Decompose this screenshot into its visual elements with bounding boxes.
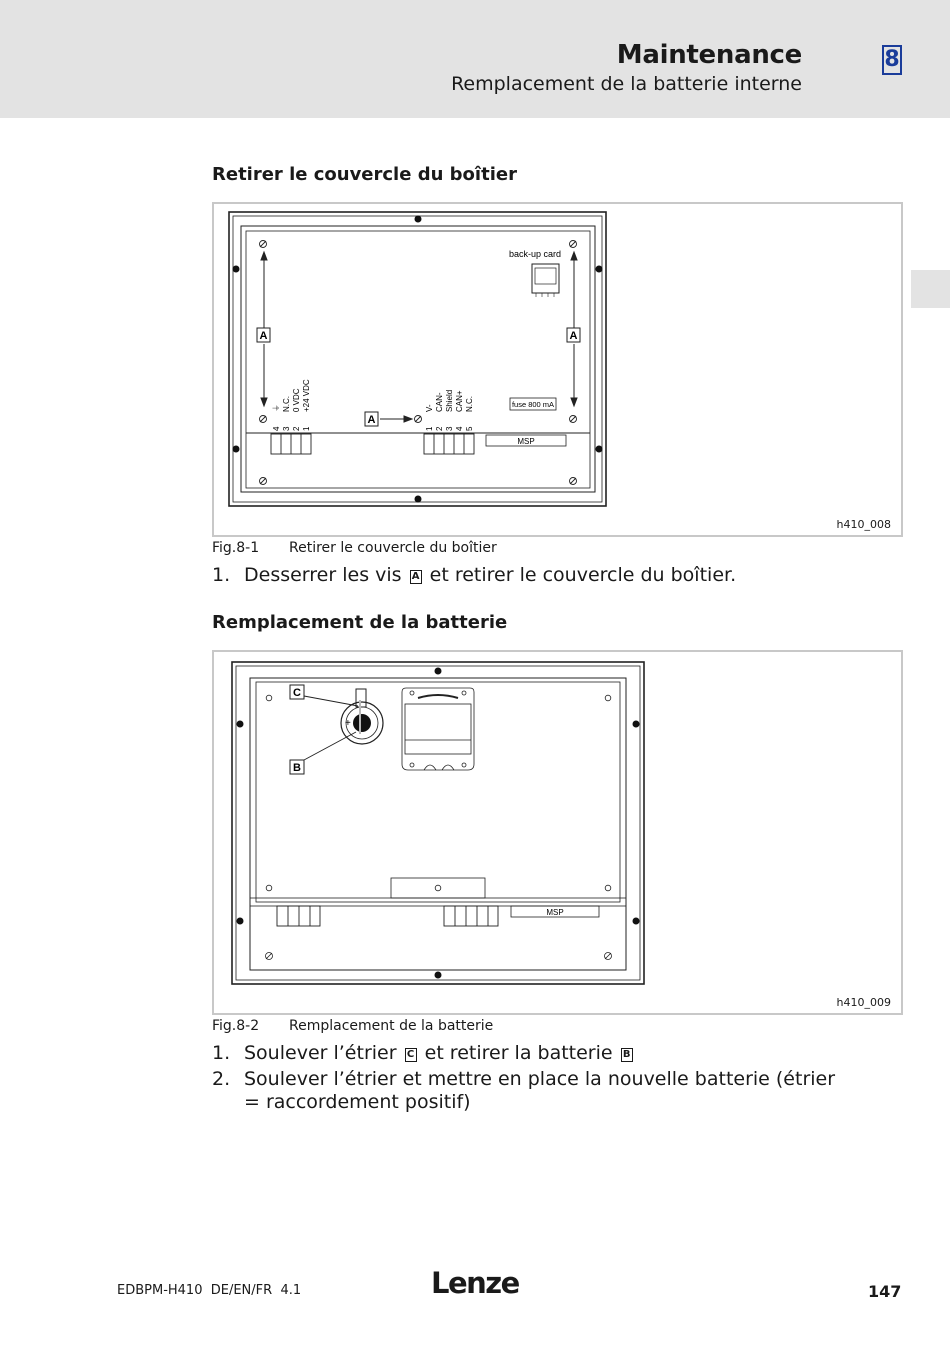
label-a-right	[567, 328, 580, 342]
card-holder	[402, 688, 474, 770]
figure-caption-1	[212, 540, 497, 556]
svg-text:3: 3	[282, 426, 291, 431]
right-signal-names	[425, 390, 474, 412]
figure-battery-replacement	[212, 650, 903, 1015]
backup-card-label: back-up card	[509, 249, 562, 259]
svg-text:CAN-: CAN-	[435, 392, 444, 412]
step-text: Soulever l’étrier C et retirer la batterie B	[244, 1042, 844, 1065]
fuse-label: fuse 800 mA	[511, 400, 555, 409]
battery-holder	[341, 689, 383, 744]
inline-label-c: C	[405, 1048, 417, 1062]
diagram-battery-replacement	[214, 652, 901, 1013]
svg-text:A: A	[259, 330, 268, 342]
inline-label-b: B	[621, 1048, 633, 1062]
msp-label-2: MSP	[546, 908, 564, 917]
step-number: 2.	[212, 1068, 231, 1090]
svg-text:C: C	[293, 687, 301, 699]
caption-text: Retirer le couvercle du boîtier	[289, 540, 497, 556]
svg-text:1: 1	[425, 426, 434, 431]
left-connector-block-2	[277, 906, 320, 926]
svg-text:4: 4	[272, 426, 281, 431]
svg-text:N.C.: N.C.	[282, 396, 291, 412]
svg-text:CAN+: CAN+	[455, 390, 464, 412]
left-terminal-numbers	[272, 426, 311, 431]
left-connector-block	[271, 434, 311, 454]
inline-label-a: A	[410, 570, 422, 584]
lenze-logo: Lenze	[431, 1266, 519, 1300]
page-number: 147	[868, 1282, 902, 1301]
figure-cover-removal	[212, 202, 903, 537]
figure-code-2: h410_009	[836, 996, 891, 1009]
caption-number: Fig.8-1	[212, 540, 260, 556]
svg-text:2: 2	[435, 426, 444, 431]
svg-text:2: 2	[292, 426, 301, 431]
chapter-title: Maintenance	[616, 40, 802, 70]
label-a-left	[257, 328, 270, 342]
figure-code-1: h410_008	[836, 518, 891, 531]
chapter-subtitle: Remplacement de la batterie interne	[451, 73, 802, 95]
step-text: Desserrer les vis A et retirer le couvercle du boîtier.	[244, 564, 737, 586]
svg-text:A: A	[367, 414, 376, 426]
figure-caption-2	[212, 1018, 493, 1034]
svg-text:+24 VDC: +24 VDC	[302, 379, 311, 412]
svg-text:0 VDC: 0 VDC	[292, 388, 301, 412]
right-terminal-numbers	[425, 426, 474, 431]
label-c	[290, 685, 304, 699]
svg-text:A: A	[569, 330, 578, 342]
header-band	[0, 0, 950, 118]
svg-text:1: 1	[302, 426, 311, 431]
right-connector-block-2	[444, 906, 498, 926]
svg-text:3: 3	[445, 426, 454, 431]
svg-text:V-: V-	[425, 404, 434, 412]
svg-text:B: B	[293, 762, 301, 774]
step-number: 1.	[212, 1042, 231, 1064]
label-a-bottom	[365, 412, 378, 426]
section-heading-battery: Remplacement de la batterie	[212, 612, 508, 633]
caption-number: Fig.8-2	[212, 1018, 260, 1034]
caption-text: Remplacement de la batterie	[289, 1018, 494, 1034]
left-signal-names	[272, 379, 311, 412]
svg-text:4: 4	[455, 426, 464, 431]
section-heading-cover: Retirer le couvercle du boîtier	[212, 164, 517, 185]
right-connector-block	[424, 434, 474, 454]
svg-text:N.C.: N.C.	[465, 396, 474, 412]
footer-document-id: EDBPM-H410 DE/EN/FR 4.1	[117, 1283, 302, 1298]
chapter-number-badge: 8	[882, 45, 902, 75]
label-b	[290, 760, 304, 774]
msp-label-1: MSP	[517, 437, 535, 446]
svg-text:Shield: Shield	[445, 389, 454, 412]
step-number: 1.	[212, 564, 231, 586]
battery-plus-label: +	[345, 718, 351, 729]
chapter-side-tab	[911, 270, 950, 308]
diagram-cover-removal	[214, 204, 901, 535]
svg-text:⏚: ⏚	[272, 404, 281, 412]
svg-text:5: 5	[465, 426, 474, 431]
step-text: Soulever l’étrier et mettre en place la nouvelle batterie (étrier = raccordement positif)	[244, 1068, 836, 1113]
